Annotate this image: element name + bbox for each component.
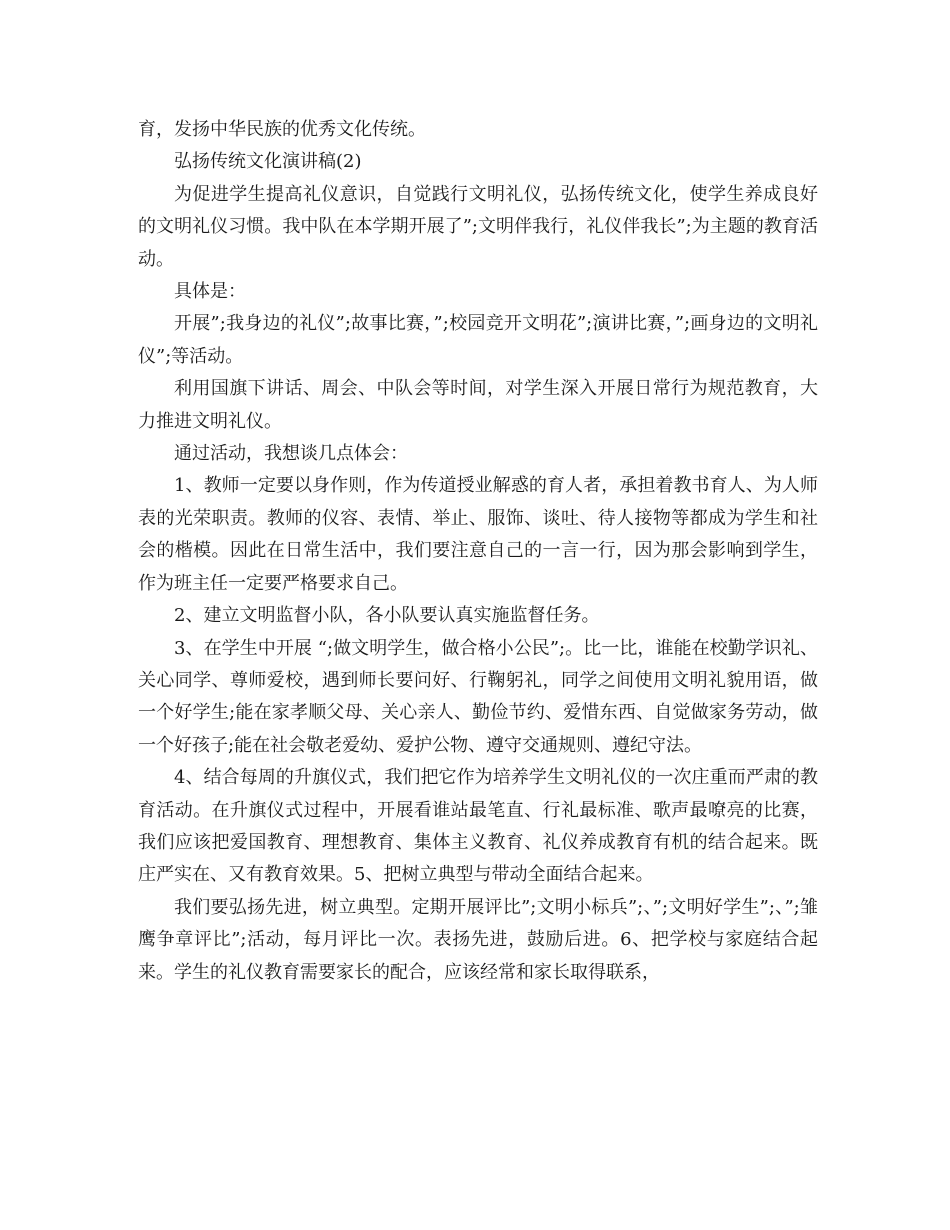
- paragraph-11: 4、结合每周的升旗仪式，我们把它作为培养学生文明礼仪的一次庄重而严肃的教育活动。在升旗仪式过程中，开展看谁站最笔直、行礼最标准、歌声最嘹亮的比赛，我们应该把爱国教育、理想教育、集体主义教育、礼仪养成教育有机的结合起来。既庄严实在、又有教育效果。5、把树立典型与带动全面结合起来。: [138, 767, 818, 886]
- paragraph-10: 3、在学生中开展 “;做文明学生，做合格小公民”;。比一比，谁能在校勤学识礼、关心同学、尊师爱校，遇到师长要问好、行鞠躬礼，同学之间使用文明礼貌用语，做一个好学生;能在家孝顺父母、关心亲人、勤俭节约、爱惜东西、自觉做家务劳动，做一个好孩子;能在社会敬老爱幼、爱护公物、遵守交通规则、遵纪守法。: [138, 637, 818, 756]
- speech-title: 弘扬传统文化演讲稿(2): [174, 151, 362, 173]
- paragraph-6: 利用国旗下讲话、周会、中队会等时间，对学生深入开展日常行为规范教育，大力推进文明礼仪。: [138, 378, 818, 432]
- paragraph-3: 为促进学生提高礼仪意识，自觉践行文明礼仪，弘扬传统文化，使学生养成良好的文明礼仪习惯。我中队在本学期开展了”;文明伴我行，礼仪伴我长”;为主题的教育活动。: [138, 183, 818, 270]
- paragraph-5: 开展”;我身边的礼仪”;故事比赛，”;校园竞开文明花”;演讲比赛，”;画身边的文明礼仪”;等活动。: [138, 313, 818, 367]
- paragraph-8: 1、教师一定要以身作则，作为传道授业解惑的育人者，承担着教书育人、为人师表的光荣职责。教师的仪容、表情、举止、服饰、谈吐、待人接物等都成为学生和社会的楷模。因此在日常生活中，我们要注意自己的一言一行，因为那会影响到学生，作为班主任一定要严格要求自己。: [138, 475, 818, 594]
- paragraph-12: 我们要弘扬先进，树立典型。定期开展评比”;文明小标兵”;、”;文明好学生”;、”;雏鹰争章评比”;活动，每月评比一次。表扬先进，鼓励后进。6、把学校与家庭结合起来。学生的礼仪教育需要家长的配合，应该经常和家长取得联系，: [138, 896, 818, 983]
- paragraph-1: 育，发扬中华民族的优秀文化传统。: [138, 119, 426, 140]
- document-body: [138, 114, 818, 989]
- paragraph-9: 2、建立文明监督小队，各小队要认真实施监督任务。: [174, 605, 600, 627]
- paragraph-7: 通过活动，我想谈几点体会：: [174, 443, 408, 465]
- paragraph-4: 具体是：: [174, 281, 246, 303]
